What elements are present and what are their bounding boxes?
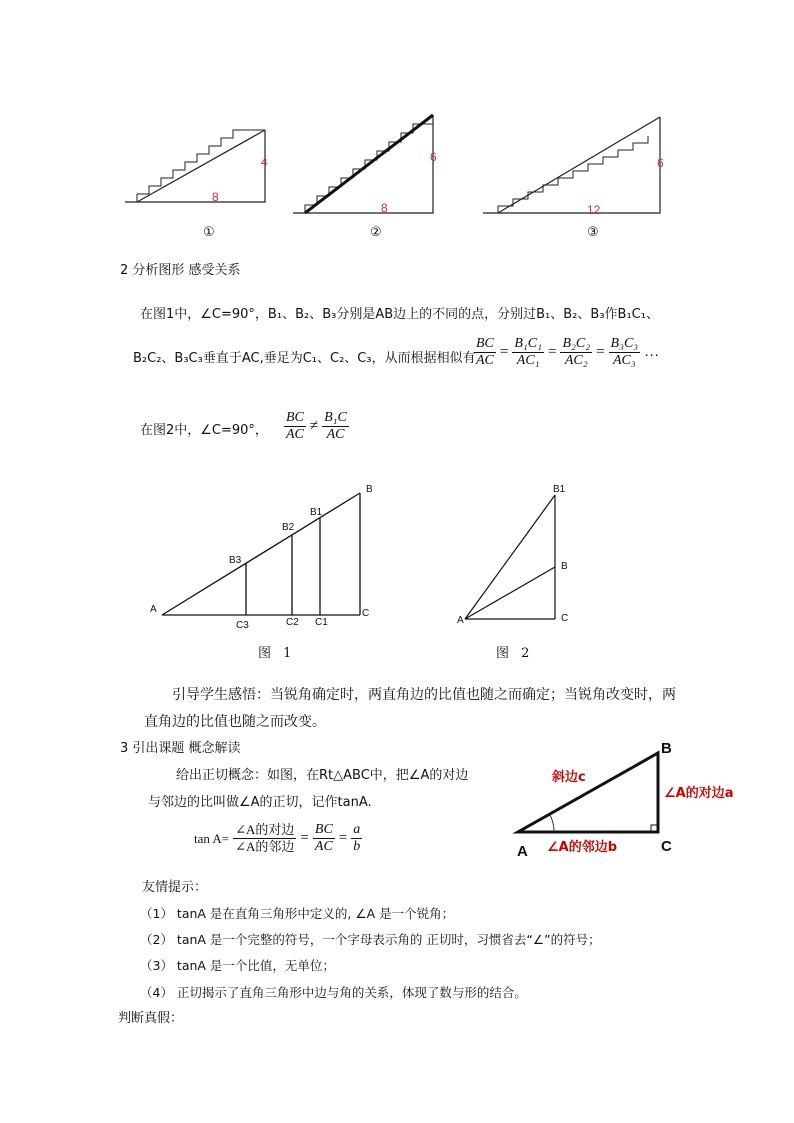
section2-paragraph2: 在图2中，∠C=90°， — [140, 423, 268, 438]
stair-figure-1 — [120, 120, 280, 220]
fraction: $\frac{\text{B₁C₁}}{\text{AC₁}}$ — [514, 336, 542, 368]
tip-item: （4） 正切揭示了直角三角形中边与角的关系，体现了数与形的结合。 — [140, 985, 527, 1000]
fraction: $\frac{\text{∠A的对边}}{\text{∠A的邻边}}$ — [235, 822, 295, 854]
stair-slope — [305, 115, 433, 213]
stair-figure-3 — [480, 112, 665, 220]
fraction: $\frac{BC}{AC}$ — [314, 822, 333, 854]
stair-steps — [483, 136, 648, 213]
fig2-label-B: B — [561, 561, 568, 572]
fraction: $\frac{BC}{AC}$ — [286, 410, 304, 442]
fig3-height-label: 6 — [657, 156, 664, 170]
guide-line2: 直角边的比值也随之而改变。 — [144, 714, 326, 730]
section2-paragraph1-line1: 在图1中，∠C=90°，B₁、B₂、B₃分别是AB边上的不同的点，分别过B₁、B₂、B₃作B₁C₁、 — [140, 307, 659, 322]
section3-heading: 3 引出课题 概念解读 — [120, 741, 241, 756]
stair-ground — [483, 117, 660, 213]
fraction: $\frac{a}{b}$ — [353, 822, 361, 854]
triangle-label-C: C — [661, 838, 672, 855]
fig1-caption: ① — [203, 225, 215, 240]
fig1-label-B2: B2 — [282, 522, 295, 533]
fig1-label-B3: B3 — [229, 555, 242, 566]
figure2-diagram — [455, 485, 575, 630]
fig2-label-A: A — [457, 615, 464, 626]
fig1-base-label: 8 — [212, 190, 219, 204]
fig2-label-B1: B1 — [553, 484, 566, 495]
similarity-equation: $\frac{BC}{AC}$ = $\frac{\text{B₁C₁}}{\text{AC₁}}$ = $\frac{\text{B₂C₂}}{\text{AC₂}}$ = $\frac{\text{B₃C₃}}{\text{AC₃}}$ … — [476, 336, 660, 368]
fig2-height-label: 6 — [430, 150, 437, 164]
section3-line1: 给出正切概念：如图，在Rt△ABC中，把∠A的对边 — [176, 768, 469, 783]
stair-slope — [498, 117, 660, 213]
tips-title: 友情提示： — [142, 880, 208, 895]
fig1-height-label: 4 — [261, 155, 268, 169]
figure1-caption: 图 1 — [258, 646, 292, 661]
fig1-label-C: C — [362, 608, 370, 619]
fig3-base-label: 12 — [587, 203, 601, 217]
fig2-caption: ② — [370, 225, 382, 240]
fig3-caption: ③ — [587, 225, 599, 240]
fig1-label-C3: C3 — [236, 620, 249, 631]
tip-item: （1） tanA 是在直角三角形中定义的, ∠A 是一个锐角； — [140, 906, 455, 921]
right-triangle-diagram — [510, 745, 670, 840]
figure2-caption: 图 2 — [496, 646, 530, 661]
guide-line1: 引导学生感悟：当锐角确定时，两直角边的比值也随之而确定；当锐角改变时，两 — [172, 687, 676, 703]
fraction: $\frac{\text{B₃C₃}}{\text{AC₃}}$ — [610, 336, 639, 368]
tip-item: （2） tanA 是一个完整的符号，一个字母表示角的 正切时，习惯省去“∠”的符号； — [140, 932, 601, 947]
stair-steps — [125, 130, 265, 202]
stair-slope — [137, 130, 265, 202]
tip-item: （3） tanA 是一个比值，无单位； — [140, 958, 335, 973]
fig1-label-C1: C1 — [315, 617, 328, 628]
section3-line2: 与邻边的比叫做∠A的正切，记作tanA. — [148, 795, 372, 810]
stair-figure-2 — [290, 110, 440, 220]
formula-lhs: tan A= — [194, 830, 230, 846]
fig1-label-C2: C2 — [286, 617, 299, 628]
fig1-label-B1: B1 — [310, 507, 323, 518]
fraction: $\frac{\text{B₁C}}{AC}$ — [324, 410, 347, 442]
triangle-hypotenuse-label: 斜边c — [552, 770, 586, 785]
section2-heading: 2 分析图形 感受关系 — [120, 263, 241, 278]
fraction: $\frac{BC}{AC}$ — [476, 336, 494, 368]
stair-ground — [125, 130, 265, 202]
fig2-base-label: 8 — [381, 201, 388, 215]
tangent-formula: tan A= $\frac{\text{∠A的对边}}{\text{∠A的邻边}}$ = $\frac{BC}{AC}$ = $\frac{a}{b}$ — [194, 822, 361, 854]
fig1-label-A: A — [150, 604, 157, 615]
section2-paragraph1-line2: B₂C₂、B₃C₃垂直于AC,垂足为C₁、C₂、C₃，从而根据相似有 — [133, 351, 476, 366]
fig2-label-C: C — [561, 613, 569, 624]
inequality-equation: $\frac{BC}{AC}$ ≠ $\frac{\text{B₁C}}{AC}$ — [286, 410, 347, 442]
triangle-opposite-label: ∠A的对边a — [664, 786, 734, 801]
triangle-label-B: B — [661, 740, 672, 757]
figure1-diagram — [140, 480, 390, 640]
fraction: $\frac{\text{B₂C₂}}{\text{AC₂}}$ — [562, 336, 591, 368]
triangle-adjacent-label: ∠A的邻边b — [547, 840, 618, 855]
triangle-label-A: A — [517, 843, 528, 860]
judge-heading: 判断真假： — [118, 1011, 184, 1026]
fig1-label-B: B — [366, 484, 373, 495]
